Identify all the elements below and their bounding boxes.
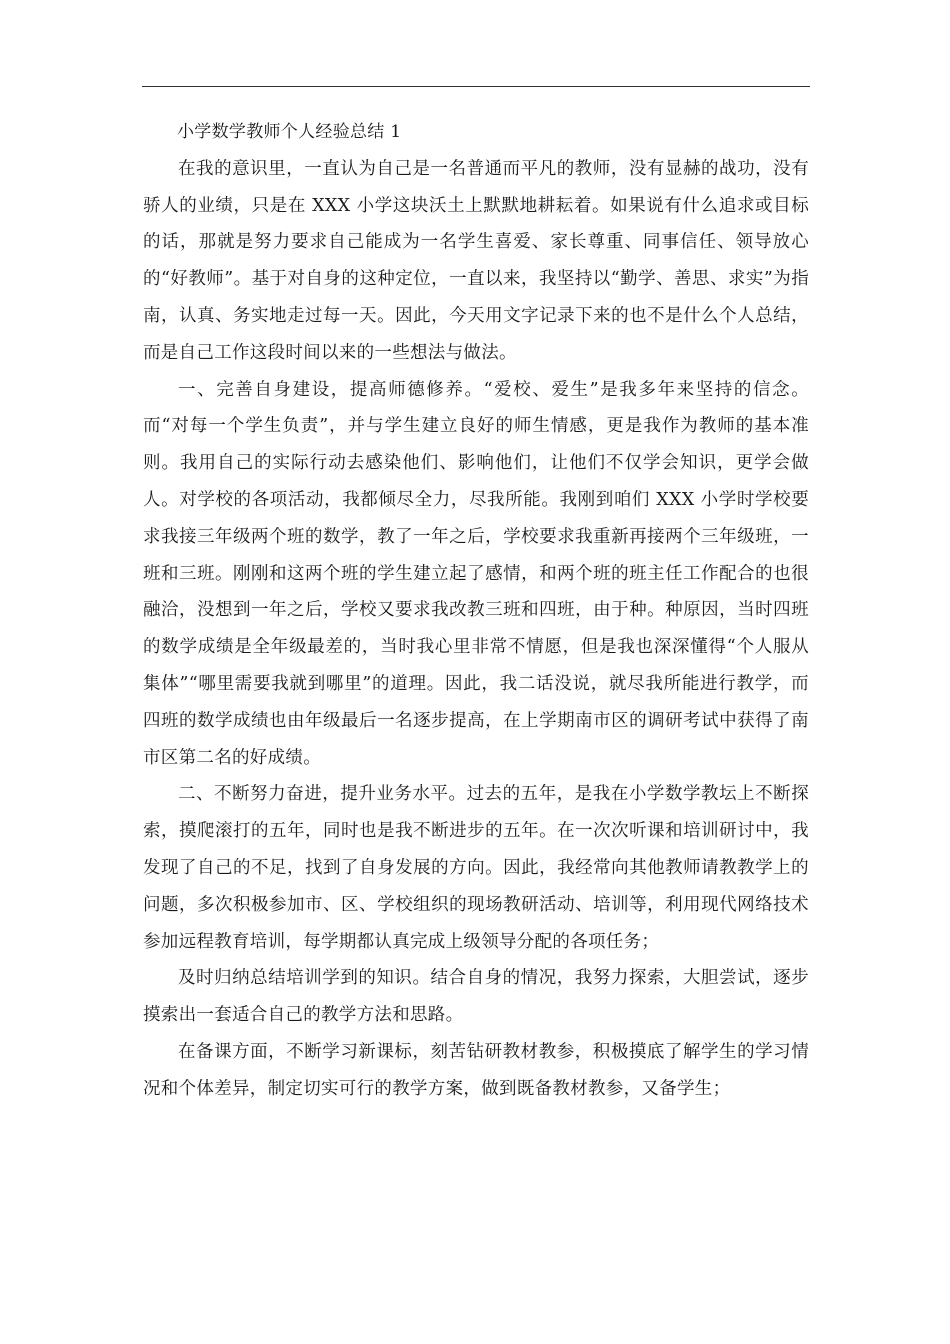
paragraph-section-two: 二、不断努力奋进，提升业务水平。过去的五年，是我在小学数学教坛上不断探索，摸爬滚打的五年，同时也是我不断进步的五年。在一次次听课和培训研讨中，我发现了自己的不足，找到了自身发展的方向。因此，我经常向其他教师请教教学上的问题，多次积极参加市、区、学校组织的现场教研活动、培训等，利用现代网络技术参加远程教育培训，每学期都认真完成上级领导分配的各项任务； (143, 784, 809, 952)
paragraph-lesson-prep: 在备课方面，不断学习新课标，刻苦钻研教材教参，积极摸底了解学生的学习情况和个体差异，制定切实可行的教学方案，做到既备教材教参，又备学生； (143, 1041, 809, 1099)
header-rule (142, 86, 810, 87)
paragraph-section-one: 一、完善自身建设，提高师德修养。“爱校、爱生”是我多年来坚持的信念。而“对每一个学生负责”，并与学生建立良好的师生情感，更是我作为教师的基本准则。我用自己的实际行动去感染他们、影响他们，让他们不仅学会知识，更学会做人。对学校的各项活动，我都倾尽全力，尽我所能。我刚到咱们 XXX 小学时学校要求我接三年级两个班的数学，教了一年之后，学校要求我重新再接两个三年级班，一班和三班。刚刚和这两个班的学生建立起了感情，和两个班的班主任工作配合的也很融洽，没想到一年之后，学校又要求我改教三班和四班，由于种。种原因，当时四班的数学成绩是全年级最差的，当时我心里非常不情愿，但是我也深深懂得“个人服从集体”“哪里需要我就到哪里”的道理。因此，我二话没说，就尽我所能进行教学，而四班的数学成绩也由年级最后一名逐步提高，在上学期南市区的调研考试中获得了南市区第二名的好成绩。 (143, 379, 809, 768)
paragraph-intro: 在我的意识里，一直认为自己是一名普通而平凡的教师，没有显赫的战功，没有骄人的业绩，只是在 XXX 小学这块沃土上默默地耕耘着。如果说有什么追求或目标的话，那就是努力要求自己能成为一名学生喜爱、家长尊重、同事信任、领导放心的“好教师”。基于对自身的这种定位，一直以来，我坚持以“勤学、善思、求实”为指南，认真、务实地走过每一天。因此，今天用文字记录下来的也不是什么个人总结，而是自己工作这段时间以来的一些想法与做法。 (143, 158, 809, 363)
document-body (143, 114, 809, 1108)
paragraph-summary: 及时归纳总结培训学到的知识。结合自身的情况，我努力探索，大胆尝试，逐步摸索出一套适合自己的教学方法和思路。 (143, 968, 809, 1026)
document-title: 小学数学教师个人经验总结 1 (177, 122, 402, 142)
